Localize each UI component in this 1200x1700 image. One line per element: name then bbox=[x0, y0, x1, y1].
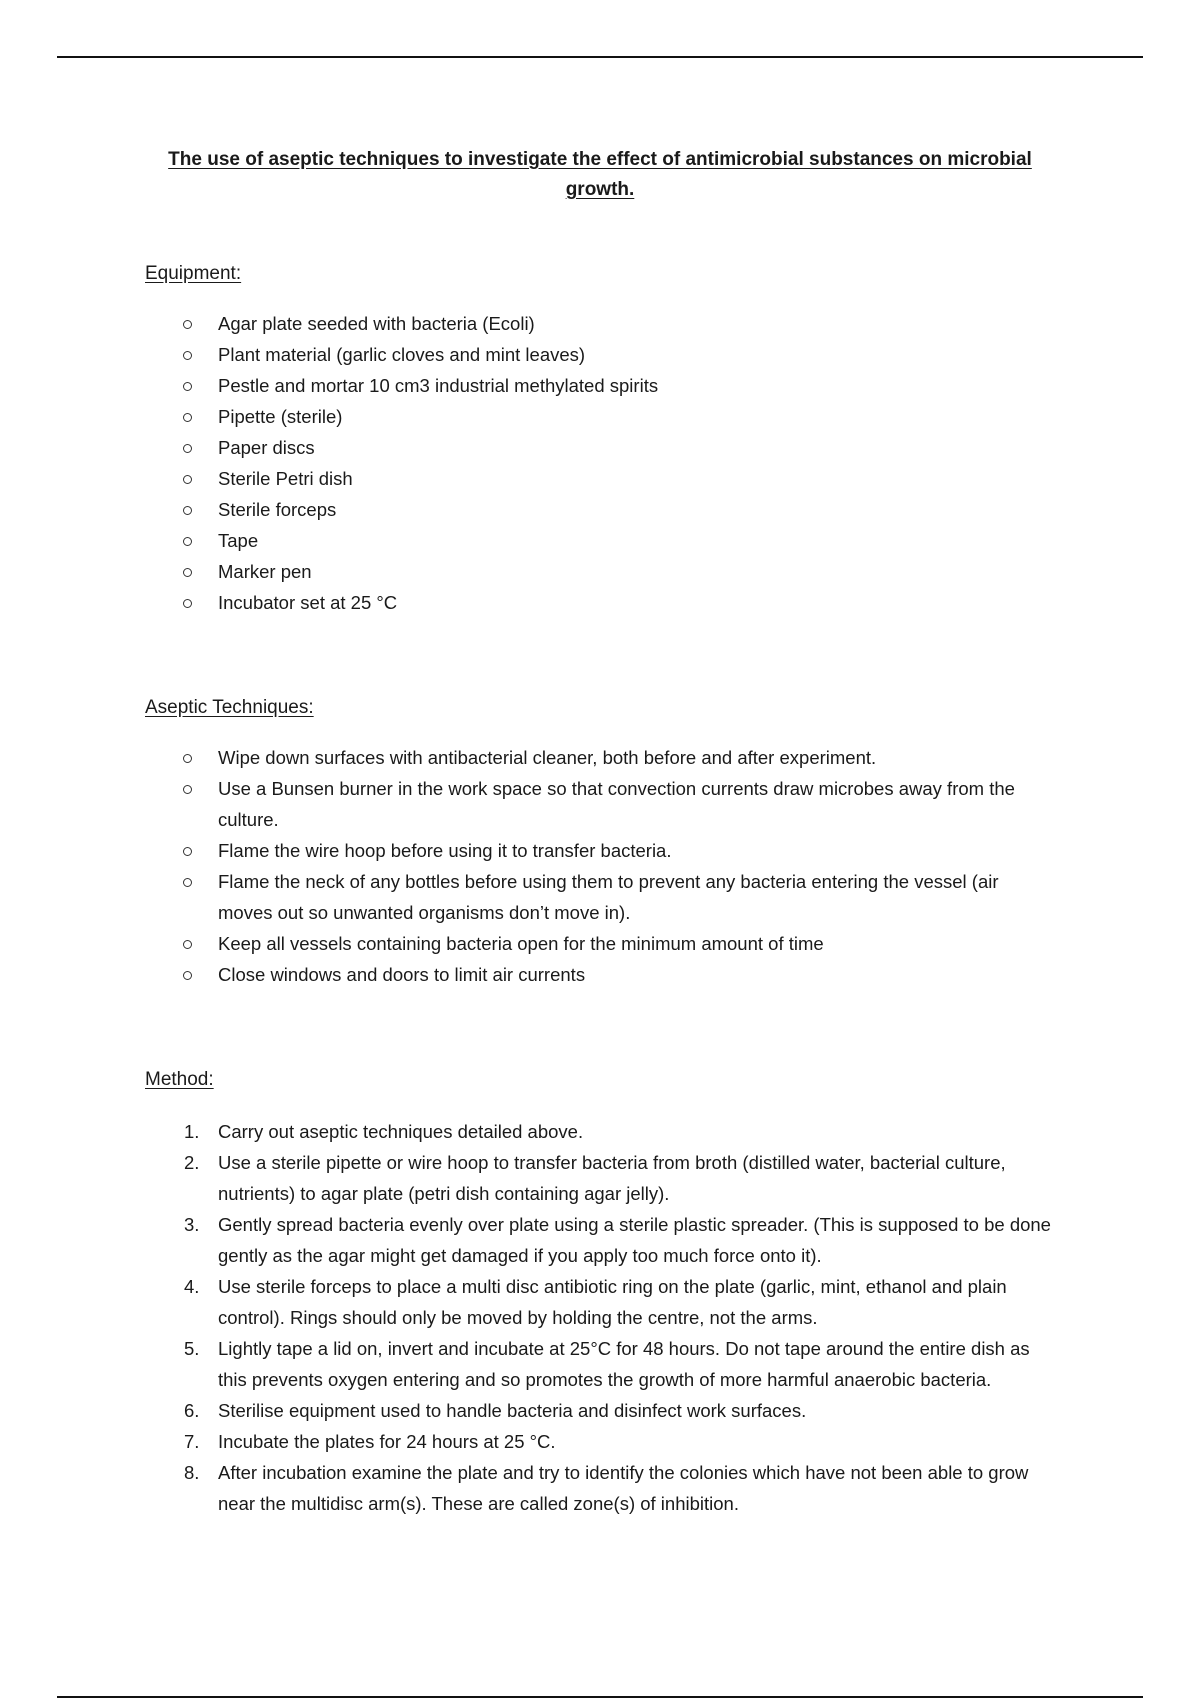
method-step-text: After incubation examine the plate and try to identify the colonies which have not been able to grow near the multidisc arm(s). These are called zone(s) of inhibition. bbox=[218, 1462, 1029, 1514]
bullet-icon bbox=[183, 506, 192, 515]
method-step-text: Use a sterile pipette or wire hoop to transfer bacteria from broth (distilled water, bacterial culture, nutrients) to agar plate (petri dish containing agar jelly). bbox=[218, 1152, 1006, 1204]
aseptic-item-text: Flame the wire hoop before using it to transfer bacteria. bbox=[218, 840, 672, 861]
method-step-text: Gently spread bacteria evenly over plate using a sterile plastic spreader. (This is supposed to be done gently as the agar might get damaged if you apply too much force onto it). bbox=[218, 1214, 1051, 1266]
step-number: 3. bbox=[184, 1214, 200, 1235]
equipment-item bbox=[178, 525, 1058, 556]
aseptic-item bbox=[178, 928, 1058, 959]
equipment-item-text: Marker pen bbox=[218, 561, 312, 582]
step-number: 6. bbox=[184, 1400, 200, 1421]
top-rule bbox=[57, 56, 1143, 58]
step-number: 1. bbox=[184, 1121, 200, 1142]
method-step bbox=[178, 1333, 1058, 1395]
aseptic-item-text: Wipe down surfaces with antibacterial cleaner, both before and after experiment. bbox=[218, 747, 877, 768]
method-step-text: Use sterile forceps to place a multi disc antibiotic ring on the plate (garlic, mint, ethanol and plain control). Rings should only be moved by holding the centre, not the arms. bbox=[218, 1276, 1007, 1328]
equipment-list bbox=[178, 308, 1058, 618]
bullet-icon bbox=[183, 971, 192, 980]
bullet-icon bbox=[183, 537, 192, 546]
method-step bbox=[178, 1147, 1058, 1209]
bullet-icon bbox=[183, 382, 192, 391]
bullet-icon bbox=[183, 878, 192, 887]
equipment-item-text: Tape bbox=[218, 530, 259, 551]
method-step bbox=[178, 1457, 1058, 1519]
equipment-heading: Equipment: bbox=[145, 263, 242, 284]
equipment-item-text: Sterile forceps bbox=[218, 499, 337, 520]
method-list bbox=[178, 1116, 1058, 1519]
method-step bbox=[178, 1426, 1058, 1457]
bullet-icon bbox=[183, 847, 192, 856]
aseptic-item-text: Flame the neck of any bottles before using them to prevent any bacteria entering the vessel (air moves out so unwanted organisms don’t move in). bbox=[218, 871, 999, 923]
step-number: 2. bbox=[184, 1152, 200, 1173]
step-number: 4. bbox=[184, 1276, 200, 1297]
aseptic-item bbox=[178, 742, 1058, 773]
bullet-icon bbox=[183, 754, 192, 763]
bullet-icon bbox=[183, 785, 192, 794]
equipment-item bbox=[178, 308, 1058, 339]
bottom-rule bbox=[57, 1696, 1143, 1698]
aseptic-item bbox=[178, 835, 1058, 866]
aseptic-techniques-list bbox=[178, 742, 1058, 990]
equipment-item bbox=[178, 339, 1058, 370]
bullet-icon bbox=[183, 351, 192, 360]
equipment-item bbox=[178, 370, 1058, 401]
method-step bbox=[178, 1116, 1058, 1147]
bullet-icon bbox=[183, 940, 192, 949]
aseptic-techniques-heading: Aseptic Techniques: bbox=[145, 697, 314, 718]
bullet-icon bbox=[183, 444, 192, 453]
equipment-item bbox=[178, 463, 1058, 494]
method-step bbox=[178, 1209, 1058, 1271]
equipment-item-text: Pipette (sterile) bbox=[218, 406, 343, 427]
method-step-text: Sterilise equipment used to handle bacteria and disinfect work surfaces. bbox=[218, 1400, 807, 1421]
bullet-icon bbox=[183, 599, 192, 608]
equipment-item bbox=[178, 556, 1058, 587]
equipment-item-text: Plant material (garlic cloves and mint leaves) bbox=[218, 344, 586, 365]
bullet-icon bbox=[183, 413, 192, 422]
method-step-text: Incubate the plates for 24 hours at 25 °C. bbox=[218, 1431, 556, 1452]
aseptic-item-text: Use a Bunsen burner in the work space so that convection currents draw microbes away from the culture. bbox=[218, 778, 1015, 830]
equipment-item bbox=[178, 432, 1058, 463]
aseptic-item bbox=[178, 773, 1058, 835]
equipment-item bbox=[178, 401, 1058, 432]
equipment-item-text: Pestle and mortar 10 cm3 industrial methylated spirits bbox=[218, 375, 659, 396]
equipment-item bbox=[178, 494, 1058, 525]
method-heading: Method: bbox=[145, 1069, 214, 1090]
equipment-item bbox=[178, 587, 1058, 618]
equipment-item-text: Incubator set at 25 °C bbox=[218, 592, 398, 613]
bullet-icon bbox=[183, 320, 192, 329]
method-step-text: Carry out aseptic techniques detailed above. bbox=[218, 1121, 584, 1142]
bullet-icon bbox=[183, 475, 192, 484]
method-step bbox=[178, 1271, 1058, 1333]
page-title: The use of aseptic techniques to investigate the effect of antimicrobial substances on microbial growth. bbox=[168, 149, 1032, 200]
bullet-icon bbox=[183, 568, 192, 577]
equipment-item-text: Sterile Petri dish bbox=[218, 468, 353, 489]
method-step-text: Lightly tape a lid on, invert and incubate at 25°C for 48 hours. Do not tape around the entire dish as this prevents oxygen entering and so promotes the growth of more harmful anaerobic bacteria. bbox=[218, 1338, 1030, 1390]
aseptic-item bbox=[178, 959, 1058, 990]
equipment-item-text: Paper discs bbox=[218, 437, 315, 458]
step-number: 7. bbox=[184, 1431, 200, 1452]
aseptic-item-text: Close windows and doors to limit air currents bbox=[218, 964, 586, 985]
aseptic-item-text: Keep all vessels containing bacteria open for the minimum amount of time bbox=[218, 933, 824, 954]
step-number: 8. bbox=[184, 1462, 200, 1483]
aseptic-item bbox=[178, 866, 1058, 928]
method-step bbox=[178, 1395, 1058, 1426]
step-number: 5. bbox=[184, 1338, 200, 1359]
equipment-item-text: Agar plate seeded with bacteria (Ecoli) bbox=[218, 313, 535, 334]
